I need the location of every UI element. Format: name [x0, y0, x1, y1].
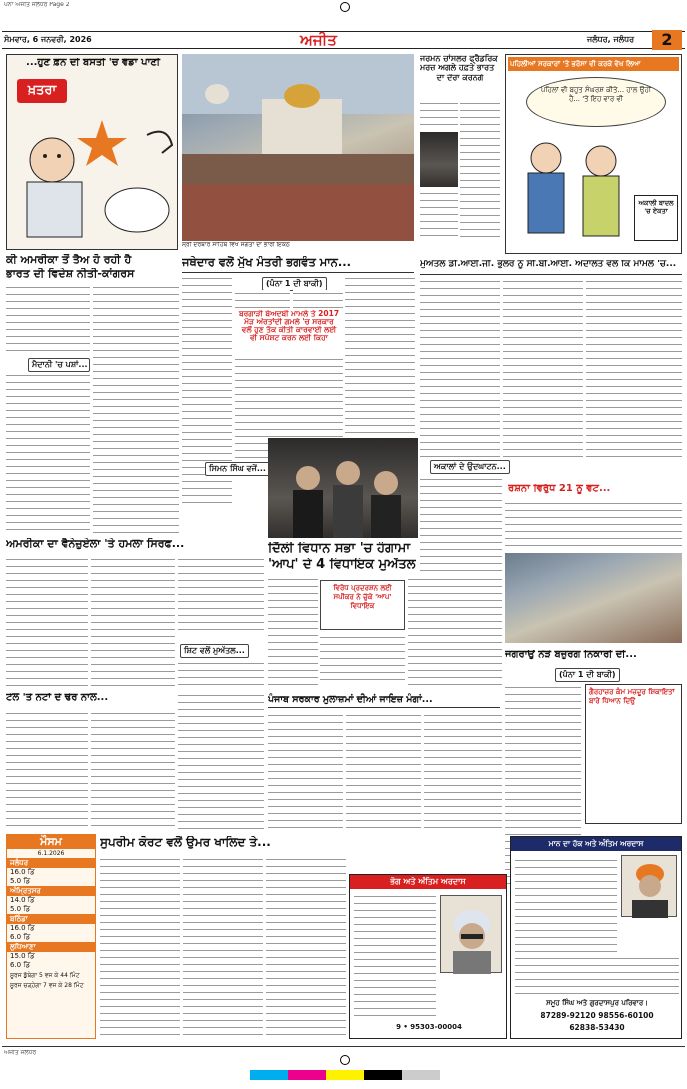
- rashna-text: [505, 500, 682, 550]
- sacrilege-line-2: ਮੋੜ ਔਰਤਾਂਦੀ ਗਮਲੇ 'ਚ ਸਰਕਾਰ: [244, 317, 334, 326]
- jathedar-text-3: [293, 290, 343, 310]
- weather-min: 5.0 ਡਿ: [10, 905, 31, 913]
- tel-text-2: [91, 710, 175, 830]
- jathedar-headline: ਜਥੇਦਾਰ ਵਲੋਂ ਮੁੱਖ ਮੰਤਰੀ ਭਗਵੰਤ ਮਾਨ...: [182, 256, 351, 269]
- weather-max-row: [7, 896, 95, 905]
- masthead-date: ਸੋਮਵਾਰ, 6 ਜਨਵਰੀ, 2026: [4, 35, 92, 44]
- weather-city-name: ਅੰਮ੍ਰਿਤਸਰ: [7, 886, 95, 896]
- tribute-phone-1: 87289-92120 98556-60100: [540, 1011, 654, 1020]
- registration-mark-bottom-icon: [340, 1055, 350, 1065]
- sacrilege-box: [235, 310, 343, 354]
- obituary-text: [354, 893, 436, 1018]
- tag-continued-2: (ਪੰਨਾ 1 ਦੀ ਬਾਕੀ): [555, 668, 620, 682]
- tag-suspended: ਸ਼ਿਟ ਵਲੋਂ ਮੁਅੱਤਲ...: [180, 644, 249, 658]
- cartoon-danger-label: ਖ਼ਤਰਾ: [17, 79, 67, 103]
- tag-continued-1: (ਪੰਨਾ 1 ਦੀ ਬਾਕੀ): [262, 277, 327, 291]
- chancellor-photo: [420, 132, 458, 187]
- venezuela-text-3: [178, 556, 264, 636]
- america-text-3: [6, 372, 90, 532]
- supreme-text-2: [183, 856, 263, 1036]
- tag-simran: ਸਿਮਨ ਸਿੰਘ ਵਜੋਂ...: [205, 462, 270, 476]
- weather-city-name: ਜਲੰਧਰ: [7, 858, 95, 868]
- sacrilege-line-3: ਵਲੋਂ ਹੁਣ ਤੱਕ ਕੀਤੀ ਕਾਰਵਾਈ ਲਈ: [241, 325, 337, 334]
- tribute-photo-drawing: [622, 856, 678, 918]
- obituary-photo-drawing: [441, 896, 503, 974]
- venezuela-text-1: [6, 556, 88, 686]
- weather-sunrise: ਸੂਰਜ ਚੜ੍ਹੇਗਾ 7 ਵਜ ਕੇ 28 ਮਿੰਟ: [10, 981, 84, 989]
- world-story-text-2: [460, 100, 500, 240]
- punjab-headline: ਪੰਜਾਬ ਸਰਕਾਰ ਮੁਲਾਜ਼ਮਾਂ ਦੀਆਂ ਜਾਇਜ਼ ਮੰਗਾਂ...: [268, 694, 433, 705]
- registration-mark-icon: [340, 2, 350, 12]
- cartoon-right: [505, 54, 682, 254]
- vigilance-text-1: [420, 278, 500, 458]
- weather-min-row: [7, 961, 95, 970]
- tel-text-1: [6, 710, 88, 830]
- rashna-headline: ਰਸ਼ਨਾ ਵਿਰੁੱਧ 21 ਨੂੰ ਵੋਟ...: [508, 484, 611, 494]
- punjab-text-2: [346, 712, 421, 832]
- tribute-ad: [510, 836, 682, 1039]
- top-strip-text: ਪੰਨਾ ਅਜੀਤ ਜਲੰਧਰ Page 2: [4, 2, 70, 8]
- world-story-text-3: [420, 190, 458, 240]
- weather-max-row: [7, 952, 95, 961]
- temple-photo-caption: ਸ੍ਰੀ ਦਰਬਾਰ ਸਾਹਿਬ ਵਿਖੇ ਸੰਗਤਾਂ ਦਾ ਭਾਰੀ ਇਕੱਠ: [182, 242, 290, 248]
- temple-photo: [182, 54, 414, 241]
- world-story-subtitle: ਦਾ ਦੌਰਾ ਕਰਨਗੇ: [436, 74, 484, 83]
- tag-maidani: ਮੈਦਾਨੀ 'ਚ ਪਸ਼ਾਂ...: [28, 358, 90, 372]
- jathedar-text-5: [345, 275, 415, 435]
- cartoon-left-caption: ...ਹੁਣ ਫ਼ੋਨ ਦੀ ਬਸਤੀ 'ਚ ਵੰਡਾ ਪਾਣੀ: [26, 58, 160, 68]
- sacrilege-line-1: ਬਰਗਾੜੀ ਬੇਅਦਬੀ ਮਾਮਲੇ ਤੇ 2017: [238, 310, 340, 318]
- weather-min: 6.0 ਡਿ: [10, 961, 31, 969]
- masthead-title: ਅਜੀਤ: [300, 31, 337, 49]
- punjab-banner: [268, 692, 500, 708]
- tag-inauguration: ਅਕਾਲਾਂ ਦੇ ਉਦਘਾਟਨ...: [430, 460, 510, 474]
- weather-date: 6.1.2026: [37, 850, 65, 857]
- tribute-text-2: [515, 955, 679, 995]
- punjab-text-1: [268, 712, 343, 832]
- weather-max: 14.0 ਡਿ: [10, 896, 35, 904]
- jagraon-photo: [505, 553, 682, 643]
- cartoon-right-bubble: ਪਹਿਲਾਂ ਵੀ ਬਹੁਤ ਸੰਘਰਸ਼ ਕੀਤੇ... ਹਾਲ ਉਹੀ ਹੈ... 'ਤੇ ਇਹ ਵਾਰ ਵੀ: [526, 77, 666, 127]
- jathedar-text-2: [235, 290, 290, 310]
- vigilance-text-2: [503, 278, 583, 458]
- venezuela-text-2: [91, 556, 175, 686]
- cartoon-right-banner: [508, 57, 679, 71]
- weather-box: [6, 834, 96, 1039]
- notice-text: ਗੈਰਹਾਜ਼ਰ ਕੰਮ ਮਜ਼ਦੂਰ ਸ਼ਿਕਾਇਤਾਂ ਬਾਰੇ ਧਿਆਨ ਦਿਉ: [589, 688, 675, 706]
- supreme-headline: ਸੁਪਰੀਮ ਕੋਰਟ ਵਲੋਂ ਉਮਰ ਖਾਲਿਦ ਤੇ...: [100, 836, 271, 849]
- tribute-text: [515, 857, 617, 952]
- delhi-box: ਵਿਰੋਧ ਪ੍ਰਦਰਸ਼ਨ ਲਈ ਸਪੀਕਰ ਨੇ ਚੁੱਕੇ 'ਆਪ' ਵਿਧਾਇਕ: [320, 580, 405, 630]
- masthead-city: ਜਲੰਧਰ, ਜਲੰਧਰ: [587, 35, 635, 44]
- obituary-photo: [440, 895, 502, 973]
- cartoon-left: [6, 54, 178, 250]
- world-story-text: [420, 100, 458, 130]
- punjab-text-3: [424, 712, 502, 832]
- sacrilege-line-4: ਵੀ ਸਪੱਸ਼ਟ ਕਰਨ ਲਈ ਕਿਹਾ: [250, 333, 328, 342]
- weather-min: 6.0 ਡਿ: [10, 933, 31, 941]
- tribute-photo: [621, 855, 677, 917]
- vigilance-headline: ਮੁਅੱਤਲ ਡੀ.ਆਈ.ਜੀ. ਭੁੱਲਰ ਨੂੰ ਸੀ.ਬੀ.ਆਈ. ਅਦਾਲਤ ਵਲੋਂ ਕਿ ਮਾਮਲੇ 'ਚ...: [420, 260, 677, 269]
- delhi-text-1: [268, 576, 318, 686]
- jagraon-headline: ਜਗਰਾਉਂ ਨੇੜੇ ਬਜ਼ੁਰਗ ਨਿਕਾਰੀ ਦੀ...: [505, 650, 637, 660]
- delhi-headline: ਦਿੱਲੀ ਵਿਧਾਨ ਸਭਾ 'ਚ ਹੰਗਾਮਾ: [268, 542, 411, 556]
- weather-min: 5.0 ਡਿ: [10, 877, 31, 885]
- world-story-title: ਜਰਮਨ ਚਾਂਸਲਰ ਫ੍ਰੈਡਰਿਕ ਮਰਜ਼ ਅਗਲੇ ਹਫ਼ਤੇ ਭਾਰਤ: [420, 54, 498, 73]
- delhi-text-2: [320, 634, 405, 686]
- weather-max: 15.0 ਡਿ: [10, 952, 35, 960]
- weather-city-name: ਬਠਿੰਡਾ: [7, 914, 95, 924]
- venezuela-headline: ਅਮਰੀਕਾ ਦਾ ਵੈਨੇਜ਼ੁਏਲਾ 'ਤੇ ਹਮਲਾ ਸਿਰਫ...: [6, 538, 185, 550]
- tribute-phone-2: 62838-53430: [569, 1023, 625, 1032]
- weather-city-list: [7, 858, 95, 970]
- bottom-strip-text: ਅਜੀਤ ਜਲੰਧਰ: [4, 1050, 37, 1056]
- america-headline: ਕੀ ਅਮਰੀਕਾ ਤੋਂ ਤੈਅ ਹੋ ਰਹੀ ਹੈ: [6, 254, 132, 266]
- weather-min-row: [7, 905, 95, 914]
- masthead: [2, 31, 685, 49]
- notice-box: [585, 684, 682, 824]
- obituary-title: ਭੋਗ ਅਤੇ ਅੰਤਿਮ ਅਰਦਾਸ: [350, 875, 506, 889]
- page-number: 2: [652, 30, 682, 50]
- delhi-text-3: [408, 576, 502, 686]
- america-text-2: [93, 284, 179, 534]
- weather-min-row: [7, 877, 95, 886]
- weather-min-row: [7, 933, 95, 942]
- cartoon-drawing: [7, 100, 177, 248]
- tel-text-3: [178, 692, 264, 832]
- america-text-1: [6, 284, 90, 354]
- weather-title: ਮੌਸਮ: [7, 835, 95, 849]
- color-bar: [250, 1070, 440, 1080]
- weather-max-row: [7, 868, 95, 877]
- world-story-head: [420, 54, 500, 98]
- america-headline-2: ਭਾਰਤ ਦੀ ਵਿਦੇਸ਼ ਨੀਤੀ-ਕਾਂਗਰਸ: [6, 268, 135, 280]
- delhi-assembly-photo: [268, 438, 418, 538]
- delhi-headline-2: 'ਆਪ' ਦੇ 4 ਵਿਧਾਇਕ ਮੁਅੱਤਲ: [268, 558, 416, 572]
- tribute-title: ਮਾਨ ਦਾ ਹੱਕ ਅਤੇ ਅੰਤਿਮ ਅਰਦਾਸ: [511, 837, 681, 851]
- weather-sunset: ਸੂਰਜ ਡੁੱਬੇਗਾ 5 ਵਜ ਕੇ 44 ਮਿੰਟ: [10, 972, 80, 979]
- temple-photo-drawing: [182, 54, 414, 241]
- obituary-ad: [349, 874, 507, 1039]
- tribute-family: ਸਮੂਹ ਸਿੰਘ ਅਤੇ ਗੁਰਦਾਸਪੁਰ ਪਰਿਵਾਰ।: [546, 999, 648, 1007]
- venezuela-text-4: [178, 660, 264, 690]
- weather-max: 16.0 ਡਿ: [10, 868, 35, 876]
- obituary-phone: 9 • 95303-00004: [396, 1023, 462, 1031]
- cartoon-right-sign: ਅਕਾਲੀ ਬਾਦਲ 'ਚ ਏਕਤਾ: [634, 195, 678, 241]
- weather-max: 16.0 ਡਿ: [10, 924, 35, 932]
- supreme-text-3: [266, 856, 346, 1036]
- delhi-photo-drawing: [268, 438, 418, 538]
- supreme-text-1: [100, 856, 180, 1036]
- cartoon-right-headline: ਪਹਿਲੀਆਂ ਸਰਕਾਰਾਂ 'ਤੇ ਭਰੋਸਾ ਵੀ ਕਰਕੇ ਵੇਖ ਲਿਆ: [510, 60, 641, 68]
- weather-city-name: ਲੁਧਿਆਣਾ: [7, 942, 95, 952]
- tel-headline: ਟੇਲ 'ਤੇ ਨੋਟਾਂ ਦੇ ਢੇਰ ਨਾਲ...: [6, 693, 109, 703]
- vigilance-text-3: [586, 278, 682, 458]
- weather-max-row: [7, 924, 95, 933]
